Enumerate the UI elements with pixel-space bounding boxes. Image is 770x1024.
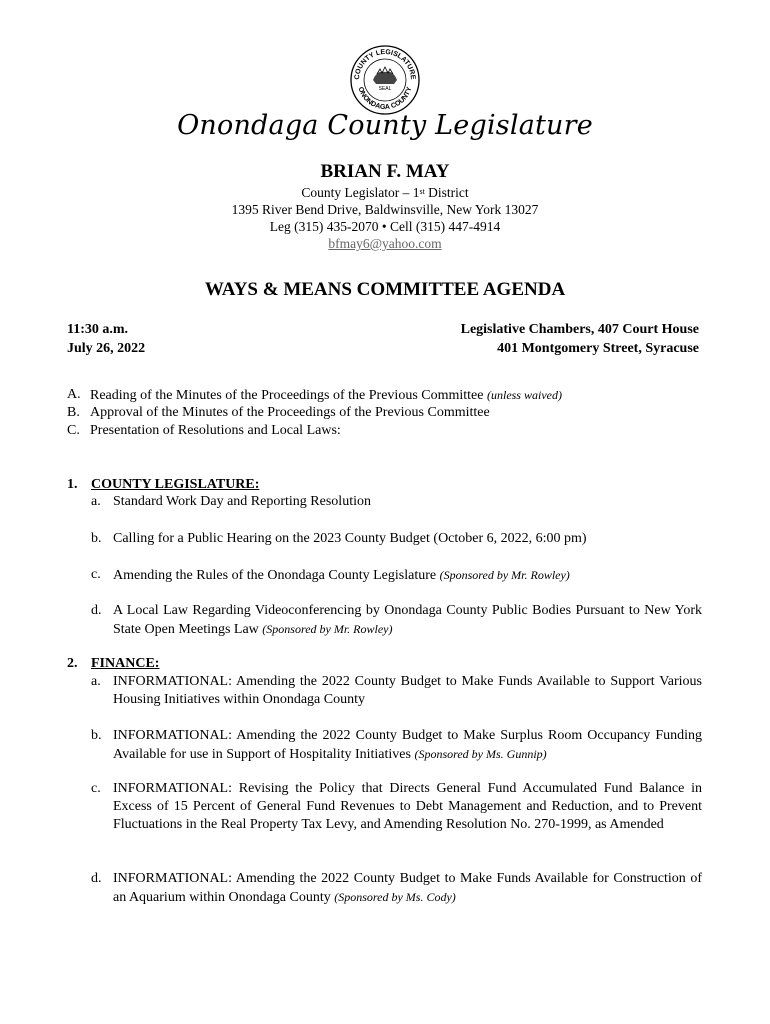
legislator-name: BRIAN F. MAY bbox=[320, 161, 450, 182]
item-letter: C. bbox=[67, 423, 80, 438]
item-note: (Sponsored by Mr. Rowley) bbox=[262, 622, 393, 636]
item-text: Amending the Rules of the Onondaga County Legislature bbox=[113, 568, 440, 583]
email-line bbox=[0, 235, 770, 252]
item-text: INFORMATIONAL: Amending the 2022 County Budget to Make Funds Available to Support Various Housing Initiatives within Onondaga County bbox=[113, 674, 702, 707]
item-letter: a. bbox=[91, 494, 101, 509]
section-number: 2. bbox=[67, 656, 78, 671]
item-letter: b. bbox=[91, 531, 102, 546]
meeting-location bbox=[461, 320, 699, 358]
item-text: INFORMATIONAL: Amending the 2022 County Budget to Make Surplus Room Occupancy Funding Available for use in Support of Hospitality Initiatives bbox=[113, 728, 702, 762]
seal-center-text: SEAL bbox=[378, 86, 392, 92]
title-prefix: County Legislator – 1 bbox=[301, 185, 420, 200]
item-text: INFORMATIONAL: Revising the Policy that Directs General Fund Accumulated Fund Balance in Excess of 15 Percent of General Fund Revenues to Debt Management and Reduction, and to Prevent Fluctuations in the Real Property Tax Levy, and Amending Resolution No. 270-1999, as Amended bbox=[113, 781, 702, 832]
seal-bottom-text: ONONDAGA COUNTY bbox=[356, 86, 414, 112]
location-line2: 401 Montgomery Street, Syracuse bbox=[497, 341, 699, 356]
item-note: (unless waived) bbox=[486, 388, 562, 402]
item-letter: b. bbox=[91, 728, 102, 743]
item-letter: c. bbox=[91, 781, 101, 796]
agenda-title: WAYS & MEANS COMMITTEE AGENDA bbox=[204, 279, 566, 300]
item-text: Presentation of Resolutions and Local Laws: bbox=[90, 423, 341, 438]
item-letter: d. bbox=[91, 871, 102, 886]
section-number: 1. bbox=[67, 477, 78, 492]
item-letter: d. bbox=[91, 603, 102, 618]
item-text: Calling for a Public Hearing on the 2023 County Budget (October 6, 2022, 6:00 pm) bbox=[113, 531, 587, 546]
item-text: Standard Work Day and Reporting Resolution bbox=[113, 494, 371, 509]
item-letter: c. bbox=[91, 567, 101, 582]
legislator-title bbox=[0, 184, 770, 201]
section-title-finance: FINANCE: bbox=[91, 656, 160, 671]
title-suffix: District bbox=[424, 185, 469, 200]
email-link[interactable]: bfmay6@yahoo.com bbox=[328, 236, 442, 251]
item-note: (Sponsored by Mr. Rowley) bbox=[439, 568, 570, 582]
organization-name: Onondaga County Legislature bbox=[177, 110, 593, 141]
phone-numbers: Leg (315) 435-2070 • Cell (315) 447-4914 bbox=[269, 219, 501, 234]
county-seal bbox=[349, 44, 421, 116]
meeting-date: July 26, 2022 bbox=[67, 341, 146, 356]
item-letter: A. bbox=[67, 387, 81, 402]
meeting-time: 11:30 a.m. bbox=[67, 322, 129, 337]
item-letter: B. bbox=[67, 405, 80, 420]
item-note: (Sponsored by Ms. Cody) bbox=[334, 890, 456, 904]
location-line1: Legislative Chambers, 407 Court House bbox=[460, 322, 699, 337]
address: 1395 River Bend Drive, Baldwinsville, New York 13027 bbox=[231, 202, 539, 217]
item-letter: a. bbox=[91, 674, 101, 689]
section-title-county-legislature: COUNTY LEGISLATURE: bbox=[91, 477, 260, 492]
item-text: A Local Law Regarding Videoconferencing by Onondaga County Public Bodies Pursuant to New York State Open Meetings Law bbox=[113, 603, 702, 637]
item-text: Approval of the Minutes of the Proceedings of the Previous Committee bbox=[90, 405, 490, 420]
item-text: Reading of the Minutes of the Proceedings of the Previous Committee bbox=[90, 388, 487, 403]
title-superscript: st bbox=[419, 187, 425, 196]
item-text: INFORMATIONAL: Amending the 2022 County Budget to Make Funds Available for Construction of an Aquarium within Onondaga County bbox=[113, 871, 702, 905]
meeting-time-date bbox=[67, 320, 145, 358]
item-note: (Sponsored by Ms. Gunnip) bbox=[414, 747, 547, 761]
seal-top-text: COUNTY LEGISLATURE bbox=[353, 48, 417, 80]
